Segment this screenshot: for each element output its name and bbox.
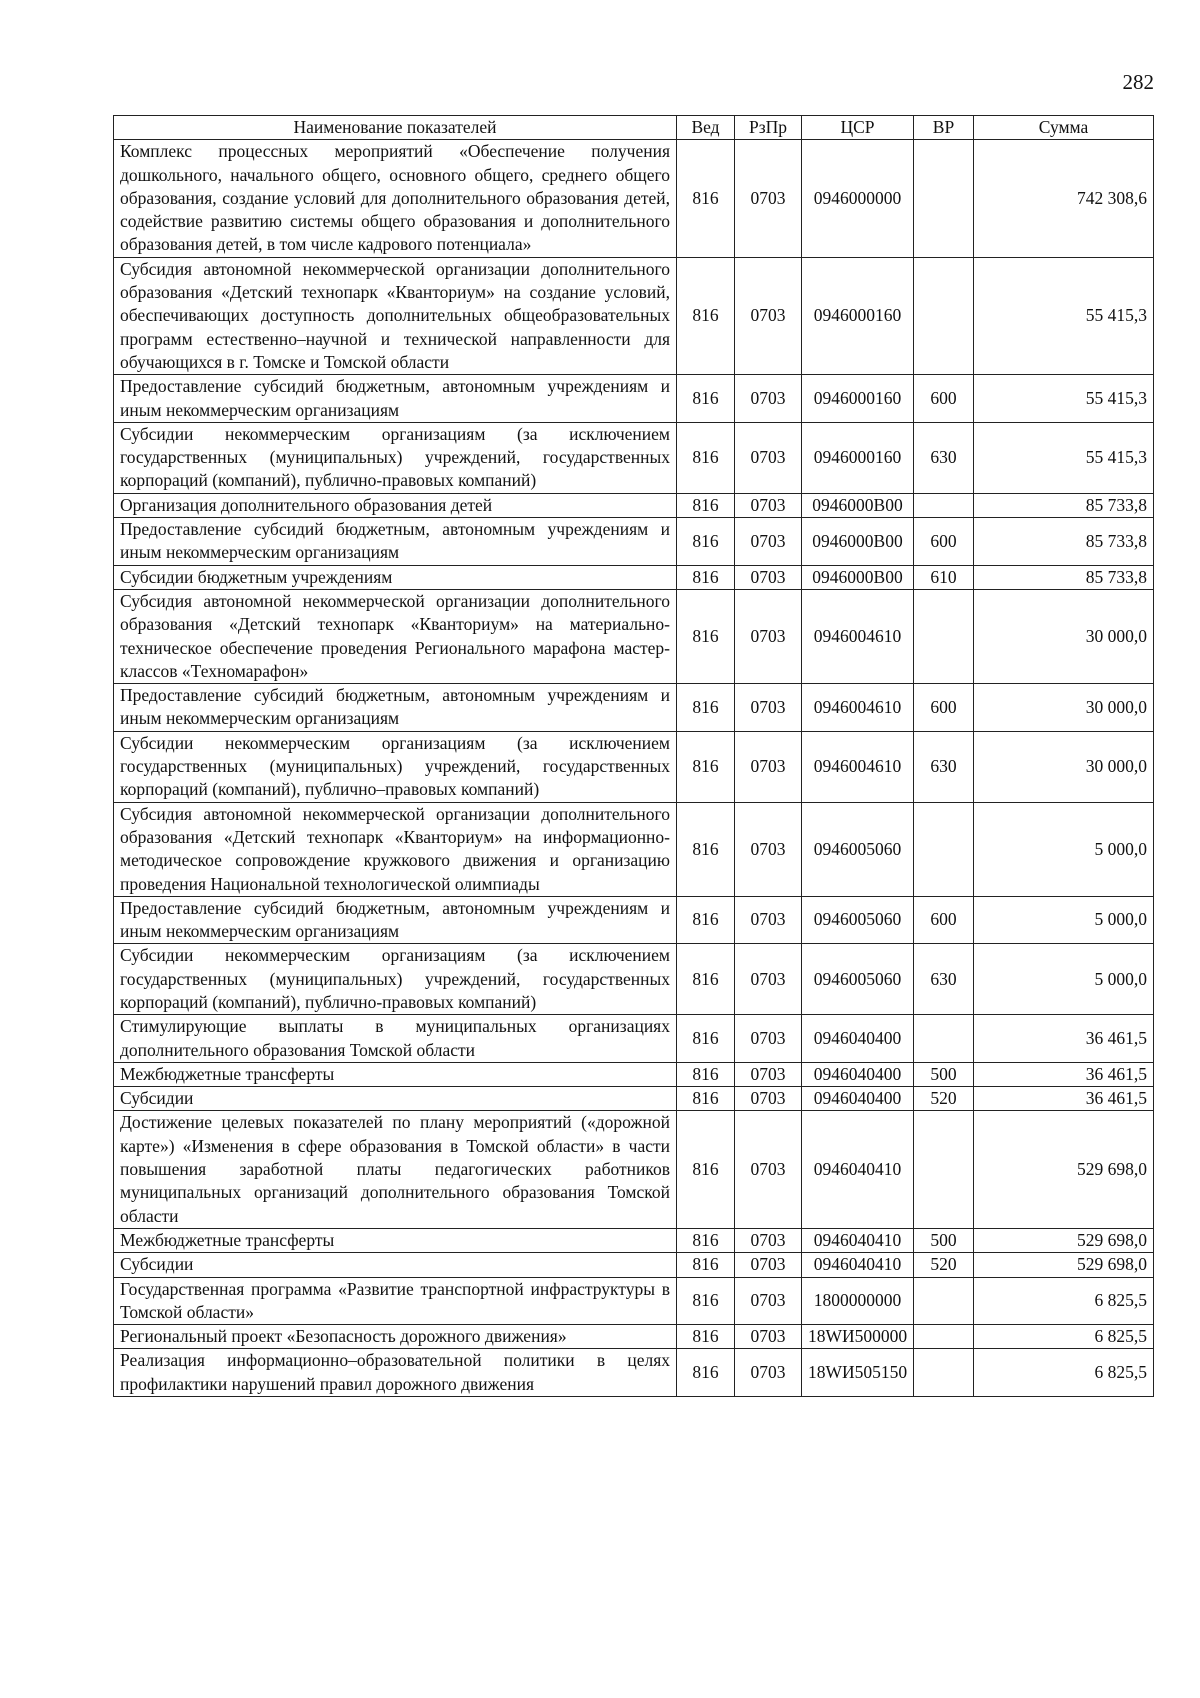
row-rzpr: 0703: [735, 518, 802, 566]
row-vr: [914, 1111, 974, 1228]
row-vr: 600: [914, 375, 974, 423]
row-sum: 85 733,8: [974, 518, 1154, 566]
table-header-row: [114, 116, 1154, 140]
row-sum: 529 698,0: [974, 1228, 1154, 1252]
table-row: [114, 1325, 1154, 1349]
table-row: [114, 493, 1154, 517]
row-name: Государственная программа «Развитие транспортной инфраструктуры в Томской области»: [114, 1277, 677, 1325]
row-csr: 0946005060: [802, 802, 914, 896]
row-sum: 5 000,0: [974, 802, 1154, 896]
header-csr: ЦСР: [802, 116, 914, 140]
row-sum: 5 000,0: [974, 896, 1154, 944]
row-sum: 36 461,5: [974, 1087, 1154, 1111]
table-row: [114, 375, 1154, 423]
row-csr: 0946000В00: [802, 493, 914, 517]
row-ved: 816: [677, 1015, 735, 1063]
row-rzpr: 0703: [735, 375, 802, 423]
row-rzpr: 0703: [735, 589, 802, 683]
row-vr: [914, 589, 974, 683]
row-vr: [914, 1277, 974, 1325]
row-ved: 816: [677, 518, 735, 566]
row-name: Субсидии некоммерческим организациям (за исключением государственных (муниципальных) учреждений, государственных корпораций (компаний), публично-правовых компаний): [114, 422, 677, 493]
row-csr: 0946004610: [802, 589, 914, 683]
row-vr: [914, 1325, 974, 1349]
row-rzpr: 0703: [735, 802, 802, 896]
row-name: Организация дополнительного образования детей: [114, 493, 677, 517]
table-row: [114, 896, 1154, 944]
row-ved: 816: [677, 140, 735, 257]
row-csr: 0946040410: [802, 1111, 914, 1228]
row-vr: [914, 1015, 974, 1063]
row-csr: 0946000В00: [802, 518, 914, 566]
row-csr: 1800000000: [802, 1277, 914, 1325]
row-ved: 816: [677, 257, 735, 374]
row-vr: [914, 257, 974, 374]
row-sum: 30 000,0: [974, 589, 1154, 683]
row-rzpr: 0703: [735, 257, 802, 374]
row-sum: 6 825,5: [974, 1277, 1154, 1325]
row-sum: 6 825,5: [974, 1349, 1154, 1397]
row-ved: 816: [677, 1062, 735, 1086]
row-name: Предоставление субсидий бюджетным, автономным учреждениям и иным некоммерческим организациям: [114, 896, 677, 944]
row-sum: 5 000,0: [974, 944, 1154, 1015]
row-ved: 816: [677, 731, 735, 802]
table-row: [114, 1087, 1154, 1111]
row-ved: 816: [677, 589, 735, 683]
row-vr: 500: [914, 1062, 974, 1086]
budget-table: [113, 115, 1154, 1397]
row-ved: 816: [677, 422, 735, 493]
row-vr: [914, 1349, 974, 1397]
row-name: Субсидии бюджетным учреждениям: [114, 565, 677, 589]
row-ved: 816: [677, 1228, 735, 1252]
row-name: Достижение целевых показателей по плану мероприятий («дорожной картe») «Изменения в сфере образования в Томской области» в части повышения заработной платы педагогических работников муниципальных организаций дополнительного образования Томской области: [114, 1111, 677, 1228]
row-rzpr: 0703: [735, 1087, 802, 1111]
header-vr: ВР: [914, 116, 974, 140]
row-name: Предоставление субсидий бюджетным, автономным учреждениям и иным некоммерческим организациям: [114, 375, 677, 423]
row-vr: 600: [914, 684, 974, 732]
row-name: Субсидии некоммерческим организациям (за исключением государственных (муниципальных) учреждений, государственных корпораций (компаний), публично-правовых компаний): [114, 944, 677, 1015]
row-name: Субсидия автономной некоммерческой организации дополнительного образования «Детский технопарк «Кванториум» на создание условий, обеспечивающих доступность дополнительных общеобразовательных программ естественно–научной и технической направленности для обучающихся в г. Томске и Томской области: [114, 257, 677, 374]
row-rzpr: 0703: [735, 1111, 802, 1228]
row-csr: 0946040400: [802, 1062, 914, 1086]
row-rzpr: 0703: [735, 493, 802, 517]
row-csr: 0946004610: [802, 731, 914, 802]
row-rzpr: 0703: [735, 1015, 802, 1063]
row-rzpr: 0703: [735, 731, 802, 802]
row-vr: 630: [914, 422, 974, 493]
row-rzpr: 0703: [735, 896, 802, 944]
row-csr: 0946004610: [802, 684, 914, 732]
row-name: Субсидии: [114, 1253, 677, 1277]
table-row: [114, 731, 1154, 802]
row-sum: 36 461,5: [974, 1062, 1154, 1086]
row-ved: 816: [677, 1087, 735, 1111]
row-name: Стимулирующие выплаты в муниципальных организациях дополнительного образования Томской области: [114, 1015, 677, 1063]
row-ved: 816: [677, 1277, 735, 1325]
row-name: Субсидия автономной некоммерческой организации дополнительного образования «Детский технопарк «Кванториум» на информационно-методическое сопровождение кружкового движения и организацию проведения Национальной технологической олимпиады: [114, 802, 677, 896]
row-rzpr: 0703: [735, 1277, 802, 1325]
row-ved: 816: [677, 896, 735, 944]
header-rzpr: РзПр: [735, 116, 802, 140]
row-sum: 55 415,3: [974, 257, 1154, 374]
row-rzpr: 0703: [735, 1325, 802, 1349]
table-row: [114, 1349, 1154, 1397]
row-csr: 0946000000: [802, 140, 914, 257]
table-row: [114, 1228, 1154, 1252]
row-vr: 500: [914, 1228, 974, 1252]
row-name: Межбюджетные трансферты: [114, 1062, 677, 1086]
row-vr: [914, 802, 974, 896]
table-row: [114, 140, 1154, 257]
row-csr: 0946005060: [802, 896, 914, 944]
row-sum: 30 000,0: [974, 684, 1154, 732]
row-sum: 6 825,5: [974, 1325, 1154, 1349]
row-ved: 816: [677, 684, 735, 732]
row-sum: 55 415,3: [974, 422, 1154, 493]
table-row: [114, 565, 1154, 589]
table-row: [114, 802, 1154, 896]
row-sum: 85 733,8: [974, 493, 1154, 517]
row-sum: 529 698,0: [974, 1253, 1154, 1277]
row-ved: 816: [677, 1325, 735, 1349]
row-csr: 0946000В00: [802, 565, 914, 589]
row-ved: 816: [677, 802, 735, 896]
row-rzpr: 0703: [735, 944, 802, 1015]
table-row: [114, 684, 1154, 732]
header-ved: Вед: [677, 116, 735, 140]
table-row: [114, 1253, 1154, 1277]
table-row: [114, 422, 1154, 493]
row-sum: 85 733,8: [974, 565, 1154, 589]
row-ved: 816: [677, 375, 735, 423]
row-ved: 816: [677, 1349, 735, 1397]
row-rzpr: 0703: [735, 140, 802, 257]
row-vr: 630: [914, 731, 974, 802]
row-name: Субсидии: [114, 1087, 677, 1111]
row-name: Реализация информационно–образовательной политики в целях профилактики нарушений правил дорожного движения: [114, 1349, 677, 1397]
row-rzpr: 0703: [735, 1062, 802, 1086]
row-name: Предоставление субсидий бюджетным, автономным учреждениям и иным некоммерческим организациям: [114, 684, 677, 732]
row-sum: 30 000,0: [974, 731, 1154, 802]
row-csr: 0946000160: [802, 422, 914, 493]
row-rzpr: 0703: [735, 684, 802, 732]
row-rzpr: 0703: [735, 1228, 802, 1252]
row-rzpr: 0703: [735, 1253, 802, 1277]
row-vr: 630: [914, 944, 974, 1015]
row-vr: 520: [914, 1253, 974, 1277]
row-sum: 742 308,6: [974, 140, 1154, 257]
row-name: Комплекс процессных мероприятий «Обеспечение получения дошкольного, начального общего, основного общего, среднего общего образования, создание условий для дополнительного образования детей, содействие развитию системы общего образования и дополнительного образования детей, в том числе кадрового потенциала»: [114, 140, 677, 257]
row-csr: 0946040400: [802, 1087, 914, 1111]
row-ved: 816: [677, 493, 735, 517]
table-row: [114, 257, 1154, 374]
row-csr: 0946040400: [802, 1015, 914, 1063]
row-sum: 55 415,3: [974, 375, 1154, 423]
row-rzpr: 0703: [735, 565, 802, 589]
row-vr: 600: [914, 518, 974, 566]
row-vr: 610: [914, 565, 974, 589]
row-rzpr: 0703: [735, 1349, 802, 1397]
table-row: [114, 944, 1154, 1015]
table-row: [114, 589, 1154, 683]
row-name: Субсидии некоммерческим организациям (за исключением государственных (муниципальных) учреждений, государственных корпораций (компаний), публично–правовых компаний): [114, 731, 677, 802]
header-sum: Сумма: [974, 116, 1154, 140]
row-csr: 0946040410: [802, 1228, 914, 1252]
table-row: [114, 518, 1154, 566]
row-vr: 600: [914, 896, 974, 944]
row-csr: 0946000160: [802, 257, 914, 374]
table-body: [114, 140, 1154, 1397]
table-row: [114, 1277, 1154, 1325]
row-rzpr: 0703: [735, 422, 802, 493]
row-name: Региональный проект «Безопасность дорожного движения»: [114, 1325, 677, 1349]
table-row: [114, 1015, 1154, 1063]
row-csr: 0946000160: [802, 375, 914, 423]
row-ved: 816: [677, 565, 735, 589]
table-row: [114, 1062, 1154, 1086]
page-number: 282: [1122, 70, 1154, 94]
row-sum: 529 698,0: [974, 1111, 1154, 1228]
row-csr: 0946040410: [802, 1253, 914, 1277]
row-ved: 816: [677, 1111, 735, 1228]
row-csr: 18WИ500000: [802, 1325, 914, 1349]
row-ved: 816: [677, 1253, 735, 1277]
row-sum: 36 461,5: [974, 1015, 1154, 1063]
row-name: Субсидия автономной некоммерческой организации дополнительного образования «Детский технопарк «Кванториум» на материально-техническое обеспечение проведения Регионального марафона мастер-классов «Техномарафон»: [114, 589, 677, 683]
row-csr: 18WИ505150: [802, 1349, 914, 1397]
row-vr: [914, 140, 974, 257]
row-name: Предоставление субсидий бюджетным, автономным учреждениям и иным некоммерческим организациям: [114, 518, 677, 566]
row-name: Межбюджетные трансферты: [114, 1228, 677, 1252]
row-vr: [914, 493, 974, 517]
row-ved: 816: [677, 944, 735, 1015]
header-name: Наименование показателей: [114, 116, 677, 140]
table-row: [114, 1111, 1154, 1228]
row-csr: 0946005060: [802, 944, 914, 1015]
row-vr: 520: [914, 1087, 974, 1111]
